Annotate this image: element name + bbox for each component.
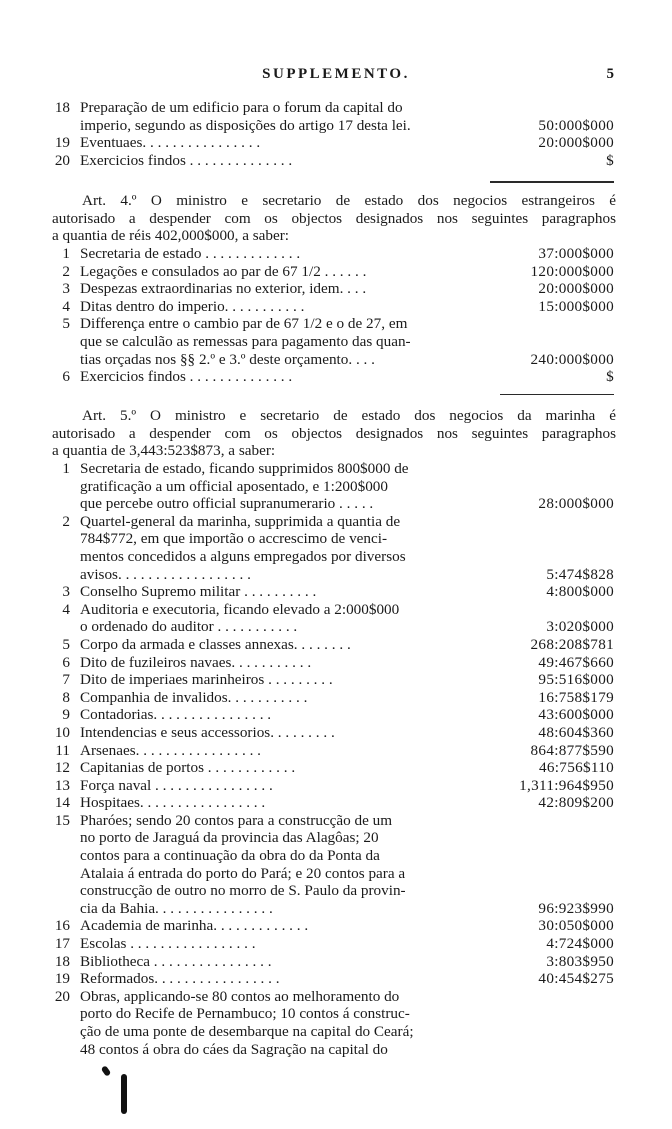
item-amount: 37:000$000 [538, 245, 614, 262]
item-text: Exercicios findos . . . . . . . . . . . . . . [80, 368, 293, 386]
item-text: Corpo da armada e classes annexas. . . . . . . . [80, 635, 351, 653]
article-4-intro [52, 192, 616, 245]
item-number: 1 [62, 460, 70, 477]
item-text: Preparação de um edificio para o forum da capital do [80, 99, 403, 116]
paragraph-line: Art. 5.º O ministro e secretario de estado dos negocios da marinha é [82, 407, 616, 424]
item-text: imperio, segundo as disposições do artigo 17 desta lei. [80, 116, 411, 134]
item-number: 2 [62, 512, 70, 530]
item-amount: 96:923$990 [538, 899, 614, 917]
section-divider [500, 394, 614, 395]
item-number: 19 [54, 134, 70, 152]
item-amount: 1,311:964$950 [519, 776, 614, 794]
line-item [50, 134, 614, 152]
paragraph-line: autorisado a despender com os objectos designados nos seguintes paragraphos [52, 209, 616, 227]
item-text: Secretaria de estado, ficando supprimidos 800$000 de [80, 460, 409, 477]
item-number: 4 [62, 297, 70, 315]
item-number: 18 [54, 952, 70, 970]
item-amount: 40:454$275 [538, 970, 614, 988]
item-text: 48 contos á obra do cáes da Sagração na capital do [80, 1040, 388, 1058]
item-text: o ordenado do auditor . . . . . . . . . . . [80, 618, 298, 636]
item-line [50, 368, 614, 386]
item-text: Atalaia á entrada do porto do Pará; e 20 contos para a [80, 864, 406, 882]
item-text: Reformados. . . . . . . . . . . . . . . . . [80, 970, 280, 988]
line-item [50, 742, 614, 760]
item-number: 20 [54, 987, 70, 1005]
line-item [50, 152, 614, 170]
item-number: 3 [62, 280, 70, 298]
item-number: 18 [54, 99, 70, 116]
line-item [50, 280, 614, 298]
article-5-items [50, 460, 614, 1058]
item-number: 4 [62, 600, 70, 618]
item-text: porto do Recife de Pernambuco; 10 contos á construc- [80, 1005, 410, 1023]
item-line [50, 777, 614, 795]
item-line [50, 601, 614, 619]
item-line [50, 935, 614, 953]
item-line [50, 152, 614, 170]
item-text: Escolas . . . . . . . . . . . . . . . . . [80, 935, 256, 953]
item-line [50, 298, 614, 316]
item-text: Auditoria e executoria, ficando elevado a 2:000$000 [80, 600, 400, 618]
item-text: Academia de marinha. . . . . . . . . . . . . [80, 917, 309, 935]
item-text: Hospitaes. . . . . . . . . . . . . . . . . [80, 794, 266, 812]
item-number: 2 [62, 262, 70, 280]
line-item [50, 654, 614, 672]
item-amount: 240:000$000 [530, 350, 614, 368]
item-line [50, 759, 614, 777]
item-amount: 3:803$950 [546, 952, 614, 970]
item-line [50, 333, 614, 351]
item-line [50, 742, 614, 760]
item-text: Conselho Supremo militar . . . . . . . . . . [80, 583, 317, 601]
line-item [50, 988, 614, 1058]
item-text: Capitanias de portos . . . . . . . . . . . . [80, 759, 296, 777]
line-item [50, 368, 614, 386]
item-line [50, 865, 614, 883]
item-text: Secretaria de estado . . . . . . . . . . . . . [80, 245, 301, 262]
article-5-intro [52, 407, 616, 460]
line-item [50, 315, 614, 368]
item-text: no porto de Jaraguá da provincia das Alagôas; 20 [80, 829, 379, 847]
item-text: Companhia de invalidos. . . . . . . . . . . [80, 688, 308, 706]
item-amount: 3:020$000 [546, 618, 614, 636]
line-item [50, 953, 614, 971]
item-line [50, 847, 614, 865]
item-amount: 4:724$000 [546, 935, 614, 953]
item-number: 5 [62, 635, 70, 653]
line-item [50, 917, 614, 935]
item-text: gratificação a um official aposentado, e 1:200$000 [80, 477, 388, 495]
ink-blot [101, 1065, 112, 1077]
item-line [50, 460, 614, 478]
item-line [50, 315, 614, 333]
line-item [50, 724, 614, 742]
item-line [50, 245, 614, 263]
item-number: 9 [62, 706, 70, 724]
item-text: mentos concedidos a alguns empregados por diversos [80, 547, 406, 565]
paragraph-line: Art. 4.º O ministro e secretario de estado dos negocios estrangeiros é [82, 192, 616, 209]
item-number: 13 [54, 776, 70, 794]
item-number: 19 [54, 970, 70, 988]
line-item [50, 812, 614, 918]
item-line [50, 671, 614, 689]
page-header [0, 66, 672, 90]
item-text: Arsenaes. . . . . . . . . . . . . . . . . [80, 741, 261, 759]
line-item [50, 601, 614, 636]
item-amount: $ [606, 151, 614, 169]
item-text: que se calculão as remessas para pagamento das quan- [80, 332, 411, 350]
item-amount: $ [606, 368, 614, 386]
item-number: 10 [54, 723, 70, 741]
item-line [50, 583, 614, 601]
item-number: 14 [54, 794, 70, 812]
item-line [50, 548, 614, 566]
item-amount: 268:208$781 [530, 635, 614, 653]
item-line [50, 970, 614, 988]
item-line [50, 513, 614, 531]
line-item [50, 298, 614, 316]
item-amount: 50:000$000 [538, 116, 614, 134]
item-text: Contadorias. . . . . . . . . . . . . . . . [80, 706, 272, 724]
line-item [50, 689, 614, 707]
item-line [50, 900, 614, 918]
item-amount: 120:000$000 [530, 262, 614, 280]
item-number: 5 [62, 315, 70, 333]
item-text: Quartel-general da marinha, supprimida a quantia de [80, 512, 401, 530]
item-text: construcção de outro no morro de S. Paulo da provin- [80, 882, 406, 900]
item-text: contos para a continuação da obra do da Ponta da [80, 847, 380, 865]
line-item [50, 777, 614, 795]
item-number: 20 [54, 151, 70, 169]
item-amount: 49:467$660 [538, 653, 614, 671]
item-line [50, 1041, 614, 1059]
item-amount: 15:000$000 [538, 297, 614, 315]
line-item [50, 935, 614, 953]
item-line [50, 280, 614, 298]
item-line [50, 917, 614, 935]
item-text: Pharóes; sendo 20 contos para a construcção de um [80, 811, 393, 829]
item-text: Despezas extraordinarias no exterior, idem. . . . [80, 280, 367, 298]
ink-blot [121, 1074, 127, 1114]
item-amount: 5:474$828 [546, 565, 614, 583]
item-amount: 20:000$000 [538, 134, 614, 152]
item-line [50, 953, 614, 971]
item-line [50, 495, 614, 513]
line-item [50, 245, 614, 263]
item-number: 17 [54, 935, 70, 953]
line-item [50, 513, 614, 583]
item-number: 6 [62, 368, 70, 386]
item-line [50, 117, 614, 135]
line-item [50, 759, 614, 777]
article-4-items [50, 245, 614, 386]
item-text: Bibliotheca . . . . . . . . . . . . . . . . [80, 952, 272, 970]
line-item [50, 970, 614, 988]
running-title: SUPPLEMENTO. [262, 66, 410, 82]
continued-items [50, 99, 614, 169]
line-item [50, 263, 614, 281]
item-line [50, 263, 614, 281]
item-text: Differença entre o cambio par de 67 1/2 e o de 27, em [80, 315, 408, 333]
item-line [50, 794, 614, 812]
item-amount: 43:600$000 [538, 706, 614, 724]
item-text: Ditas dentro do imperio. . . . . . . . . . . [80, 297, 305, 315]
item-line [50, 724, 614, 742]
item-line [50, 478, 614, 496]
item-line [50, 988, 614, 1006]
item-text: 784$772, em que importão o accrescimo de venci- [80, 530, 388, 548]
item-text: tias orçadas nos §§ 2.º e 3.º deste orçamento. . . . [80, 350, 375, 368]
item-number: 1 [62, 245, 70, 262]
item-line [50, 829, 614, 847]
item-amount: 48:604$360 [538, 723, 614, 741]
item-text: Legações e consulados ao par de 67 1/2 . . . . . . [80, 262, 367, 280]
item-line [50, 351, 614, 369]
line-item [50, 794, 614, 812]
item-number: 6 [62, 653, 70, 671]
item-number: 15 [54, 811, 70, 829]
item-number: 11 [55, 741, 70, 759]
item-text: cia da Bahia. . . . . . . . . . . . . . . . [80, 899, 273, 917]
page-number: 5 [606, 66, 614, 82]
item-amount: 16:758$179 [538, 688, 614, 706]
item-amount: 28:000$000 [538, 495, 614, 513]
item-line [50, 99, 614, 117]
item-line [50, 706, 614, 724]
item-text: ção de uma ponte de desembarque na capital do Ceará; [80, 1023, 414, 1040]
item-text: Intendencias e seus accessorios. . . . . . . . . [80, 723, 335, 741]
item-text: Dito de fuzileiros navaes. . . . . . . . . . . [80, 653, 312, 671]
item-amount: 42:809$200 [538, 794, 614, 812]
item-amount: 20:000$000 [538, 280, 614, 298]
item-line [50, 882, 614, 900]
item-text: Eventuaes. . . . . . . . . . . . . . . . [80, 134, 261, 152]
item-amount: 46:756$110 [539, 759, 614, 777]
item-number: 7 [62, 671, 70, 689]
item-line [50, 566, 614, 584]
line-item [50, 636, 614, 654]
line-item [50, 99, 614, 134]
item-line [50, 530, 614, 548]
item-line [50, 812, 614, 830]
item-line [50, 134, 614, 152]
item-number: 3 [62, 583, 70, 601]
line-item [50, 460, 614, 513]
item-text: avisos. . . . . . . . . . . . . . . . . . [80, 565, 251, 583]
item-number: 16 [54, 917, 70, 935]
item-line [50, 1005, 614, 1023]
item-line [50, 636, 614, 654]
item-text: Dito de imperiaes marinheiros . . . . . . . . . [80, 671, 333, 689]
paragraph-line: a quantia de 3,443:523$873, a saber: [52, 442, 276, 460]
item-number: 8 [62, 688, 70, 706]
line-item [50, 706, 614, 724]
line-item [50, 583, 614, 601]
item-line [50, 689, 614, 707]
item-line [50, 1023, 614, 1041]
section-divider [490, 181, 614, 183]
item-text: Exercicios findos . . . . . . . . . . . . . . [80, 151, 293, 169]
paragraph-line: a quantia de réis 402,000$000, a saber: [52, 227, 290, 245]
paragraph-line: autorisado a despender com os objectos designados nos seguintes paragraphos [52, 424, 616, 442]
item-line [50, 618, 614, 636]
item-amount: 95:516$000 [538, 671, 614, 689]
item-amount: 30:050$000 [538, 917, 614, 935]
item-amount: 4:800$000 [546, 583, 614, 601]
item-text: Força naval . . . . . . . . . . . . . . . . [80, 776, 273, 794]
line-item [50, 671, 614, 689]
item-text: Obras, applicando-se 80 contos ao melhoramento do [80, 987, 400, 1005]
item-number: 12 [54, 759, 70, 777]
item-line [50, 654, 614, 672]
item-amount: 864:877$590 [530, 741, 614, 759]
item-text: que percebe outro official supranumerario . . . . . [80, 495, 374, 513]
